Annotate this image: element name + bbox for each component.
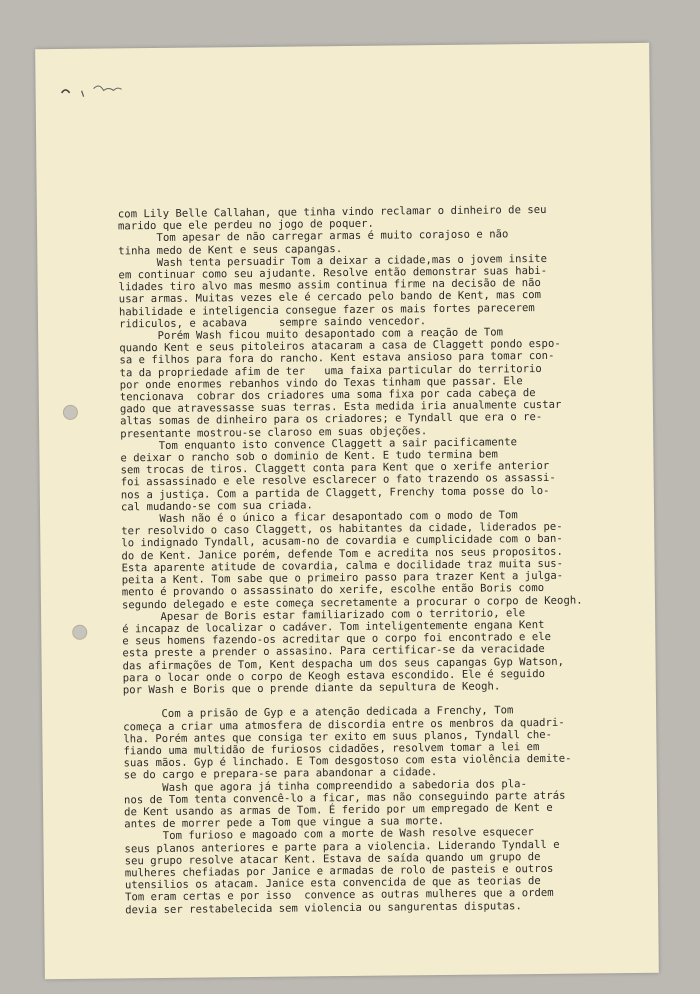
- text-line: tinha medo de Kent e seus capangas.: [118, 242, 343, 257]
- text-line: sem trocas de tiros. Claggett conta para Kent que o xerife anterior: [120, 460, 550, 477]
- text-line: nos a justiça. Com a partida de Claggett, Frenchy toma posse do lo-: [120, 484, 550, 502]
- text-line: tencionava cobrar dos criadores uma soma fixa por cada cabeça de: [119, 387, 536, 404]
- text-line: segundo delegado e este começa secretamente a procurar o corpo de Keogh.: [121, 594, 583, 611]
- text-line: sa e filhos para fora do rancho. Kent estava ansioso para tomar con-: [119, 350, 555, 367]
- text-line: mento é provando o assassinato do xerife, escolhe então Boris como: [121, 582, 545, 599]
- text-line: com Lily Belle Callahan, que tinha vindo reclamar o dinheiro de seu: [117, 203, 547, 221]
- text-line: fiando uma multidão de furiosos cidadões, resolvem tomar a lei em: [123, 740, 540, 758]
- text-line: das afirmações de Tom, Kent despacha um dos seus capangas Gyp Watson,: [122, 655, 565, 672]
- text-line: seu grupo resolve atacar Kent. Estava de saída quando um grupo de: [124, 850, 541, 868]
- text-line: usar armas. Muitas vezes ele é cercado pelo bando de Kent, mas com: [118, 289, 542, 306]
- text-line: altas somas de dinheiro para os criadores; e Tyndall que era o re-: [119, 411, 543, 428]
- text-line: lo indignado Tyndall, acusam-no de covardia e cumplicidade com o ban-: [121, 533, 563, 550]
- text-line: por Wash e Boris que o prende diante da sepultura de Keogh.: [122, 680, 501, 697]
- text-line: foi assassinado e ele resolve esclarecer o fato trazendo os assassi-: [120, 472, 556, 489]
- text-line: em continuar como seu ajudante. Resolve então demonstrar suas habi-: [118, 264, 548, 282]
- text-line: Porém Wash ficou muito desapontado com a reação de Tom: [119, 326, 504, 343]
- text-line: suas mãos. Gyp é linchado. E Tom desgostoso com esta violência demite-: [123, 752, 572, 770]
- text-line: lidades tiro alvo mas mesmo assim continua firme na decisão de não: [118, 277, 541, 294]
- text-line: peita a Kent. Tom sabe que o primeiro passo para trazer Kent a julga-: [121, 569, 564, 587]
- text-line: habilidade e inteligencia consegue fazer os mais fortes parecerem: [118, 301, 535, 319]
- text-line: marido que ele perdeu no jogo de poquer.: [117, 217, 374, 233]
- text-line: Tom furioso e magoado com a morte de Wash resolve esquecer: [124, 826, 534, 843]
- text-line: Apesar de Boris estar familiarizado com o territorio, ele: [122, 606, 526, 624]
- text-line: ter resolvido o caso Claggett, os habitantes da cidade, liderados pe-: [121, 521, 563, 538]
- text-line: Esta aparente atitude de covardia, calma e docilidade traz muita sus-: [121, 557, 564, 575]
- text-line: ridiculos, e acabava sempre saindo vencedor.: [118, 314, 427, 331]
- text-line: gado que atravessasse suas terras. Esta medida iria anualmente custar: [119, 398, 562, 416]
- text-line: Wash que agora já tinha compreendido a sabedoria dos pla-: [123, 777, 528, 794]
- text-line: se do cargo e prepara-se para abandonar a cidade.: [123, 766, 438, 782]
- punch-hole: [63, 405, 78, 420]
- typewritten-text: [118, 203, 625, 916]
- text-line: Wash não é o único a ficar desapontado com o modo de Tom: [121, 509, 518, 526]
- text-line: nos de Tom tenta convencê-lo a ficar, mas não conseguindo parte atrás: [123, 789, 566, 807]
- text-line: e deixar o rancho sob o dominio de Kent. E tudo termina bem: [120, 448, 498, 465]
- text-line: é incapaz de localizar o cadáver. Tom inteligentemente engana Kent: [122, 618, 545, 636]
- text-line: quando Kent e seus pitoleiros atacaram a casa de Claggett pondo espo-: [119, 337, 561, 355]
- text-line: mulheres chefiadas por Janice e armadas de rolo de pasteis e outros: [124, 862, 554, 880]
- paper-sheet: [35, 43, 659, 979]
- text-line: por onde enormes rebanhos vindo do Texas tinham que passar. Ele: [119, 374, 523, 392]
- text-line: e seus homens fazendo-os acreditar que o corpo foi encontrado e ele: [122, 630, 552, 648]
- punch-hole: [72, 625, 87, 640]
- text-line: lha. Porém antes que consiga ter exito em suus planos, Tyndall che-: [123, 728, 553, 746]
- text-line: Tom enquanto isto convence Claggett a sair pacificamente: [120, 436, 518, 453]
- text-line: começa a criar uma atmosfera de discordia entre os menbros da quadri-: [123, 716, 565, 733]
- text-line: Tom eram certas e por isso convence as outras mulheres que a ordem: [124, 887, 554, 904]
- text-line: Com a prisão de Gyp e a atenção dedicada a Frenchy, Tom: [123, 704, 514, 721]
- text-line: presentante mostrou-se claroso em suas objeções.: [120, 424, 428, 441]
- text-line: cal mudando-se com sua criada.: [120, 499, 313, 514]
- text-line: antes de morrer pede a Tom que vingue a sua morte.: [124, 815, 445, 831]
- text-line: devia ser restabelecida sem violencia ou sangurentas disputas.: [125, 899, 522, 916]
- text-line: de Kent usando as armas de Tom. É ferido por um empregado de Kent e: [124, 801, 553, 819]
- text-line: Tom apesar de não carregar armas é muito corajoso e não: [118, 228, 509, 245]
- text-line: do de Kent. Janice porém, defende Tom e acredita nos seus propositos.: [121, 545, 563, 563]
- text-line: utensilios os atacam. Janice esta convencida de que as teorias de: [124, 875, 541, 892]
- text-line: ta da propriedade afim de ter uma faixa particular do territorio: [119, 362, 542, 380]
- pencil-mark: [57, 78, 137, 103]
- text-line: para o locar onde o corpo de Keogh estava escondido. Ele é seguido: [122, 667, 546, 685]
- text-line: seus planos anteriores e parte para a violencia. Liderando Tyndall e: [124, 838, 560, 855]
- text-line: Wash tenta persuadir Tom a deixar a cidade,mas o jovem insite: [118, 252, 548, 270]
- text-line: esta preste a prender o assasino. Para certificar-se da veracidade: [122, 643, 545, 660]
